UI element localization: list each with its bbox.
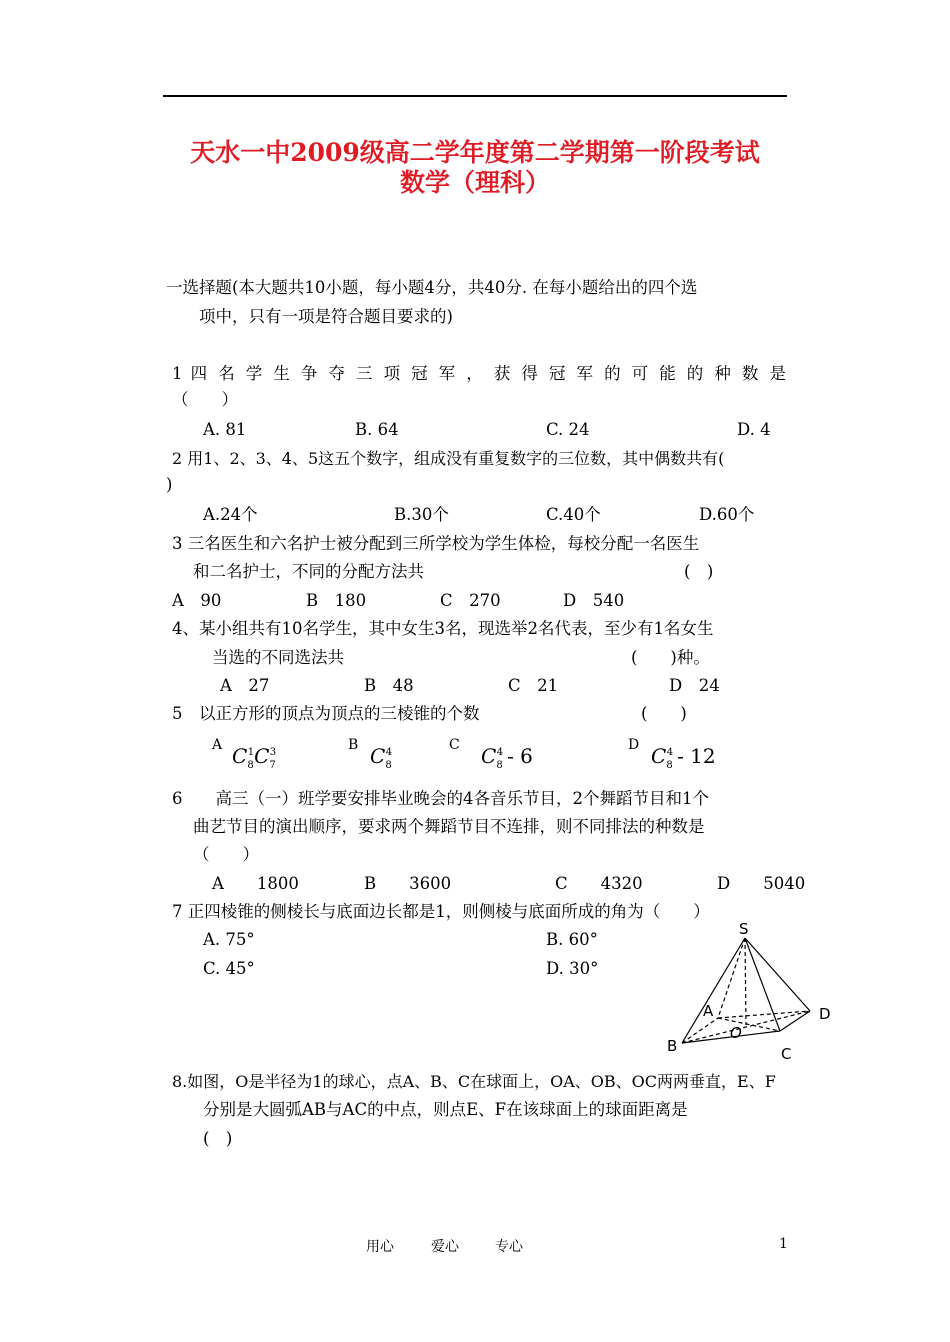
q5-option-d: $C_8^4 - 12$ (651, 744, 716, 771)
q6-stem-line2: 曲艺节目的演出顺序，要求两个舞蹈节目不连排，则不同排法的种数是 (193, 817, 705, 836)
section-heading-line1: 一选择题(本大题共10小题，每小题4分，共40分. 在每小题给出的四个选 (166, 278, 698, 297)
q8-paren: ( ) (203, 1129, 233, 1148)
q4-stem-line2: 当选的不同选法共 (212, 648, 344, 667)
q1-stem: 1 四 名 学 生 争 夺 三 项 冠 军 ， 获 得 冠 军 的 可 能 的 种 数 是 (172, 364, 786, 383)
q2-option-d: D.60个 (699, 505, 755, 524)
q7-option-d: D. 30° (546, 959, 599, 978)
q3-option-d: D 540 (563, 591, 625, 610)
q2-stem: 2 用1、2、3、4、5这五个数字，组成没有重复数字的三位数，其中偶数共有( (172, 449, 725, 468)
label-c: C (781, 1045, 792, 1063)
q6-option-c: C 4320 (555, 874, 643, 893)
footer-motto-3: 专心 (495, 1239, 523, 1255)
q5-stem: 5 以正方形的顶点为顶点的三棱锥的个数 (172, 704, 480, 723)
page-number: 1 (779, 1236, 788, 1252)
q7-stem: 7 正四棱锥的侧棱长与底面边长都是1，则侧棱与底面所成的角为（ ） (172, 902, 710, 921)
q8-stem-line1: 8.如图，O是半径为1的球心，点A、B、C在球面上，OA、OB、OC两两垂直，E、F (172, 1072, 776, 1091)
q2-paren: ) (166, 475, 173, 494)
q1-paren: （ ） (172, 390, 238, 409)
q2-option-a: A.24个 (203, 505, 258, 524)
footer-motto-1: 用心 (366, 1239, 394, 1255)
edge-cd (780, 1011, 810, 1031)
q6-stem-line1: 6 高三（一）班学要安排毕业晚会的4各音乐节目，2个舞蹈节目和1个 (172, 789, 709, 808)
q4-option-c: C 21 (508, 676, 559, 695)
q7-option-b: B. 60° (546, 930, 598, 949)
q6-option-a: A 1800 (212, 874, 299, 893)
section-heading-line2: 项中，只有一项是符合题目要求的) (199, 307, 453, 326)
edge-sa (718, 938, 745, 1018)
q5-label-d: D (628, 737, 640, 753)
label-b: B (667, 1037, 678, 1055)
edge-ad (718, 1011, 810, 1018)
q5-option-a: $C_8^1C_7^3$ (232, 744, 277, 771)
q5-label-b: B (348, 737, 359, 753)
edge-sc (745, 938, 780, 1031)
q5-option-c: $C_8^4 - 6$ (481, 744, 533, 771)
q7-option-c: C. 45° (203, 959, 255, 978)
height-so (745, 938, 746, 1025)
q6-option-d: D 5040 (717, 874, 806, 893)
q3-stem-line2: 和二名护士，不同的分配方法共 (193, 562, 424, 581)
q1-option-b: B. 64 (355, 420, 399, 439)
exam-title: 天水一中2009级高二学年度第二学期第一阶段考试 (190, 138, 760, 167)
q3-paren: ( ) (684, 562, 714, 581)
q5-option-b: $C_8^4$ (370, 744, 393, 771)
pyramid-figure (660, 918, 840, 1068)
label-o: O (730, 1024, 742, 1042)
q1-option-d: D. 4 (737, 420, 771, 439)
q4-paren: ( )种。 (631, 648, 710, 667)
q5-paren: ( ) (641, 704, 687, 723)
q4-option-a: A 27 (220, 676, 270, 695)
q1-option-c: C. 24 (546, 420, 590, 439)
q3-option-a: A 90 (172, 591, 222, 610)
footer-motto-2: 爱心 (431, 1239, 459, 1255)
q3-stem-line1: 3 三名医生和六名护士被分配到三所学校为学生体检，每校分配一名医生 (172, 534, 700, 553)
q4-option-b: B 48 (364, 676, 414, 695)
exam-subtitle: 数学（理科） (399, 168, 550, 197)
q2-option-b: B.30个 (394, 505, 449, 524)
q5-label-a: A (212, 737, 223, 753)
q3-option-b: B 180 (306, 591, 367, 610)
label-a: A (703, 1002, 714, 1020)
q6-option-b: B 3600 (364, 874, 452, 893)
q3-option-c: C 270 (440, 591, 501, 610)
q6-paren: （ ） (193, 845, 259, 864)
q8-stem-line2: 分别是大圆弧AB与AC的中点，则点E、F在该球面上的球面距离是 (203, 1100, 688, 1119)
label-d: D (819, 1005, 831, 1023)
header-rule (163, 95, 787, 97)
q4-stem-line1: 4、某小组共有10名学生，其中女生3名，现选举2名代表，至少有1名女生 (172, 619, 714, 638)
q7-option-a: A. 75° (203, 930, 255, 949)
q1-option-a: A. 81 (203, 420, 247, 439)
q2-option-c: C.40个 (546, 505, 601, 524)
edge-sd (745, 938, 810, 1011)
q4-option-d: D 24 (669, 676, 720, 695)
diagonal-ac (718, 1018, 780, 1031)
label-s: S (739, 920, 749, 938)
q5-label-c: C (449, 737, 460, 753)
